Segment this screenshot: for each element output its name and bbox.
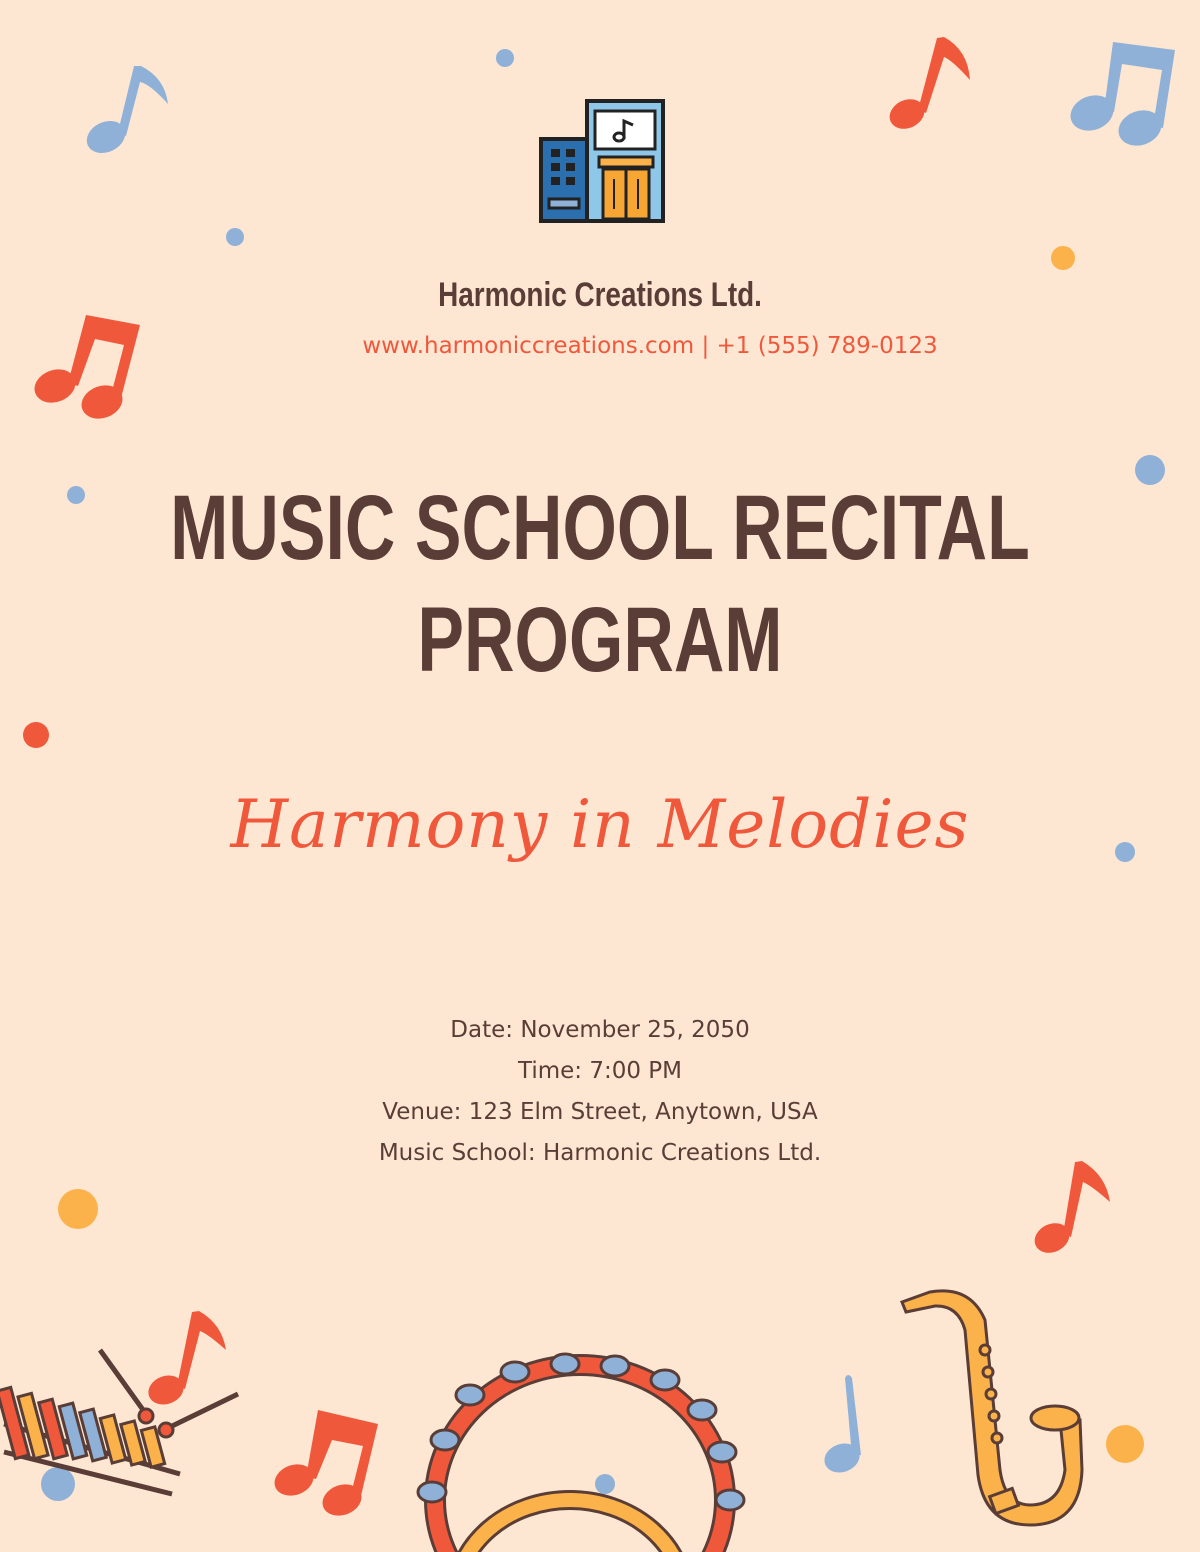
company-name: Harmonic Creations Ltd.	[438, 276, 762, 314]
contact-line: www.harmoniccreations.com | +1 (555) 789-0123	[362, 333, 938, 359]
music-note-icon	[820, 1375, 863, 1477]
saxophone-icon	[902, 1291, 1082, 1525]
music-school-building-icon	[539, 99, 665, 223]
event-details	[0, 1010, 1200, 1174]
music-note-icon	[82, 66, 168, 159]
music-note-icon	[30, 315, 140, 424]
event-venue: Venue: 123 Elm Street, Anytown, USA	[382, 1099, 818, 1125]
tambourine-icon	[418, 1354, 744, 1552]
music-note-icon	[885, 37, 970, 134]
page-title	[144, 472, 1056, 696]
music-note-icon	[144, 1311, 226, 1409]
title-line-1: MUSIC SCHOOL RECITAL	[170, 477, 1030, 579]
event-time: Time: 7:00 PM	[517, 1058, 683, 1084]
xylophone-icon	[0, 1350, 238, 1494]
program-subtitle: Harmony in Melodies	[230, 786, 970, 863]
music-note-icon	[270, 1410, 378, 1521]
music-note-icon	[1066, 42, 1175, 151]
confetti-dots	[23, 49, 1165, 1501]
event-date: Date: November 25, 2050	[450, 1017, 750, 1043]
music-note-icon	[1030, 1161, 1110, 1258]
event-school: Music School: Harmonic Creations Ltd.	[378, 1140, 822, 1166]
title-line-2: PROGRAM	[417, 589, 783, 691]
